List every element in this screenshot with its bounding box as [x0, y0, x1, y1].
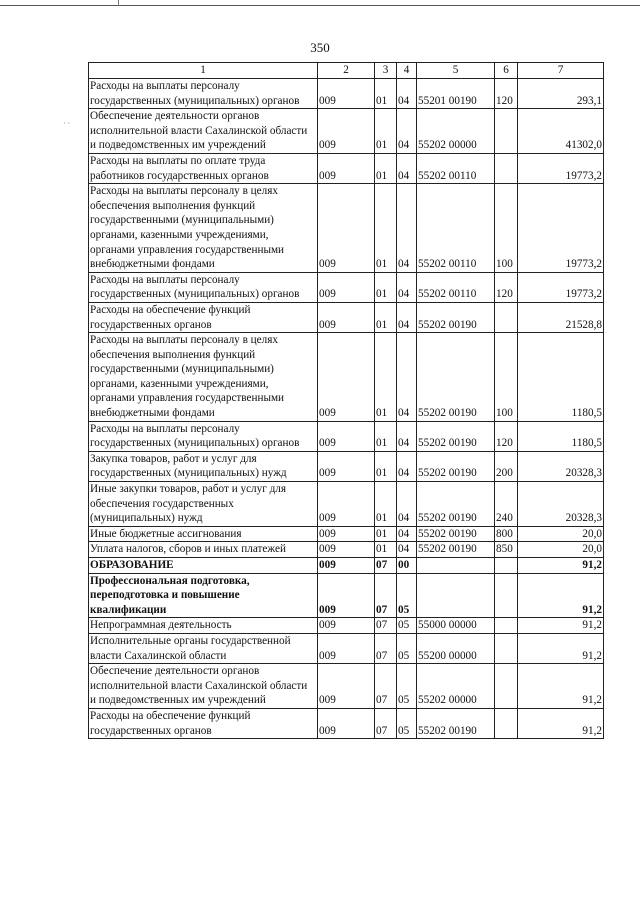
row-section-cell: 01: [375, 526, 397, 542]
row-code-cell: 009: [318, 109, 375, 154]
row-target-article-cell: 55202 00190: [417, 482, 495, 527]
scan-mark: · ·: [63, 119, 71, 128]
row-name-cell: Исполнительные органы государственной власти Сахалинской области: [89, 633, 318, 663]
row-subsection-cell: 05: [397, 664, 417, 709]
table-row: [89, 79, 604, 109]
header-cell-1: 1: [89, 63, 318, 79]
table-row: [89, 633, 604, 663]
row-name-cell: Расходы на выплаты персоналу в целях обеспечения выполнения функций государственными (муниципальными) органами, казенными учреждениями, органами управления государственными внебюджетными фондами: [89, 184, 318, 273]
row-amount-cell: 91,2: [518, 558, 604, 574]
row-target-article-cell: 55202 00190: [417, 421, 495, 451]
row-subsection-cell: 00: [397, 558, 417, 574]
row-name-cell: Непрограммная деятельность: [89, 618, 318, 634]
row-section-cell: 01: [375, 451, 397, 481]
row-name-cell: Закупка товаров, работ и услуг для государственных (муниципальных) нужд: [89, 451, 318, 481]
row-section-cell: 01: [375, 79, 397, 109]
row-section-cell: 01: [375, 109, 397, 154]
row-code-cell: 009: [318, 451, 375, 481]
table-row: [89, 184, 604, 273]
header-cell-4: 4: [397, 63, 417, 79]
row-expense-type-cell: 850: [495, 542, 518, 558]
row-code-cell: 009: [318, 184, 375, 273]
budget-table: [88, 62, 604, 739]
row-subsection-cell: 04: [397, 526, 417, 542]
row-code-cell: 009: [318, 421, 375, 451]
row-section-cell: 07: [375, 573, 397, 618]
row-name-cell: Обеспечение деятельности органов исполнительной власти Сахалинской области и подведомственных им учреждений: [89, 664, 318, 709]
row-code-cell: 009: [318, 573, 375, 618]
row-target-article-cell: 55200 00000: [417, 633, 495, 663]
row-expense-type-cell: 120: [495, 79, 518, 109]
row-expense-type-cell: 240: [495, 482, 518, 527]
table-row: [89, 664, 604, 709]
row-amount-cell: 20,0: [518, 526, 604, 542]
header-cell-7: 7: [518, 63, 604, 79]
row-name-cell: Расходы на выплаты персоналу государственных (муниципальных) органов: [89, 79, 318, 109]
row-name-cell: Расходы на выплаты персоналу государственных (муниципальных) органов: [89, 272, 318, 302]
row-section-cell: 01: [375, 302, 397, 332]
row-name-cell: ОБРАЗОВАНИЕ: [89, 558, 318, 574]
row-subsection-cell: 04: [397, 451, 417, 481]
row-expense-type-cell: 100: [495, 333, 518, 422]
table-row: [89, 526, 604, 542]
row-section-cell: 07: [375, 558, 397, 574]
row-subsection-cell: 04: [397, 79, 417, 109]
row-section-cell: 01: [375, 542, 397, 558]
row-name-cell: Расходы на обеспечение функций государственных органов: [89, 302, 318, 332]
row-expense-type-cell: 200: [495, 451, 518, 481]
table-row: [89, 451, 604, 481]
row-subsection-cell: 04: [397, 302, 417, 332]
row-amount-cell: 20,0: [518, 542, 604, 558]
row-name-cell: Расходы на выплаты персоналу в целях обеспечения выполнения функций государственными (муниципальными) органами, казенными учреждениями, органами управления государственными внебюджетными фондами: [89, 333, 318, 422]
row-section-cell: 07: [375, 618, 397, 634]
row-name-cell: Профессиональная подготовка, переподготовка и повышение квалификации: [89, 573, 318, 618]
header-cell-3: 3: [375, 63, 397, 79]
row-target-article-cell: 55000 00000: [417, 618, 495, 634]
row-section-cell: 01: [375, 184, 397, 273]
row-code-cell: 009: [318, 526, 375, 542]
top-tick: [118, 0, 119, 6]
row-amount-cell: 1180,5: [518, 421, 604, 451]
row-code-cell: 009: [318, 664, 375, 709]
table-row: [89, 542, 604, 558]
row-section-cell: 01: [375, 482, 397, 527]
row-section-cell: 07: [375, 708, 397, 738]
row-section-cell: 01: [375, 333, 397, 422]
table-row: [89, 153, 604, 183]
table-row: [89, 482, 604, 527]
row-subsection-cell: 04: [397, 153, 417, 183]
row-subsection-cell: 05: [397, 573, 417, 618]
header-cell-6: 6: [495, 63, 518, 79]
table-row: [89, 109, 604, 154]
row-subsection-cell: 04: [397, 482, 417, 527]
row-target-article-cell: 55202 00190: [417, 302, 495, 332]
row-target-article-cell: 55202 00190: [417, 708, 495, 738]
table-row: [89, 302, 604, 332]
row-name-cell: Обеспечение деятельности органов исполнительной власти Сахалинской области и подведомственных им учреждений: [89, 109, 318, 154]
row-subsection-cell: 04: [397, 333, 417, 422]
row-code-cell: 009: [318, 153, 375, 183]
row-section-cell: 07: [375, 664, 397, 709]
row-amount-cell: 91,2: [518, 618, 604, 634]
row-target-article-cell: 55202 00110: [417, 184, 495, 273]
row-name-cell: Расходы на выплаты персоналу государственных (муниципальных) органов: [89, 421, 318, 451]
row-subsection-cell: 04: [397, 272, 417, 302]
table-row: [89, 708, 604, 738]
row-subsection-cell: 05: [397, 633, 417, 663]
row-section-cell: 01: [375, 272, 397, 302]
table-row: [89, 573, 604, 618]
row-amount-cell: 293,1: [518, 79, 604, 109]
row-expense-type-cell: 120: [495, 421, 518, 451]
row-code-cell: 009: [318, 79, 375, 109]
row-subsection-cell: 04: [397, 109, 417, 154]
row-code-cell: 009: [318, 542, 375, 558]
row-amount-cell: 19773,2: [518, 153, 604, 183]
row-target-article-cell: 55202 00000: [417, 109, 495, 154]
row-name-cell: Уплата налогов, сборов и иных платежей: [89, 542, 318, 558]
row-amount-cell: 21528,8: [518, 302, 604, 332]
header-cell-2: 2: [318, 63, 375, 79]
row-amount-cell: 19773,2: [518, 184, 604, 273]
row-expense-type-cell: [495, 618, 518, 634]
row-amount-cell: 20328,3: [518, 451, 604, 481]
row-subsection-cell: 04: [397, 542, 417, 558]
top-rule: [0, 5, 640, 6]
row-section-cell: 01: [375, 421, 397, 451]
row-code-cell: 009: [318, 558, 375, 574]
row-subsection-cell: 04: [397, 421, 417, 451]
row-code-cell: 009: [318, 618, 375, 634]
table-row: [89, 333, 604, 422]
row-target-article-cell: 55202 00190: [417, 451, 495, 481]
row-target-article-cell: 55202 00000: [417, 664, 495, 709]
row-subsection-cell: 05: [397, 618, 417, 634]
header-cell-5: 5: [417, 63, 495, 79]
row-target-article-cell: 55202 00190: [417, 526, 495, 542]
row-code-cell: 009: [318, 633, 375, 663]
row-name-cell: Иные бюджетные ассигнования: [89, 526, 318, 542]
table-row: [89, 272, 604, 302]
row-expense-type-cell: [495, 558, 518, 574]
table-row: [89, 421, 604, 451]
row-expense-type-cell: [495, 664, 518, 709]
row-target-article-cell: [417, 573, 495, 618]
table-row: [89, 558, 604, 574]
row-section-cell: 01: [375, 153, 397, 183]
row-target-article-cell: 55202 00190: [417, 542, 495, 558]
row-target-article-cell: 55202 00110: [417, 272, 495, 302]
page-number: 350: [310, 40, 330, 55]
row-subsection-cell: 04: [397, 184, 417, 273]
row-amount-cell: 91,2: [518, 664, 604, 709]
row-expense-type-cell: 800: [495, 526, 518, 542]
row-expense-type-cell: [495, 109, 518, 154]
row-expense-type-cell: 100: [495, 184, 518, 273]
row-amount-cell: 1180,5: [518, 333, 604, 422]
row-code-cell: 009: [318, 708, 375, 738]
row-code-cell: 009: [318, 302, 375, 332]
row-expense-type-cell: [495, 153, 518, 183]
row-code-cell: 009: [318, 333, 375, 422]
row-target-article-cell: 55202 00110: [417, 153, 495, 183]
row-amount-cell: 91,2: [518, 708, 604, 738]
row-name-cell: Расходы на обеспечение функций государственных органов: [89, 708, 318, 738]
row-code-cell: 009: [318, 482, 375, 527]
row-expense-type-cell: [495, 573, 518, 618]
row-target-article-cell: 55202 00190: [417, 333, 495, 422]
row-amount-cell: 91,2: [518, 633, 604, 663]
row-subsection-cell: 05: [397, 708, 417, 738]
table-row: [89, 618, 604, 634]
table-body: [89, 63, 604, 739]
row-amount-cell: 41302,0: [518, 109, 604, 154]
row-amount-cell: 91,2: [518, 573, 604, 618]
row-expense-type-cell: [495, 633, 518, 663]
table-header-row: [89, 63, 604, 79]
row-amount-cell: 19773,2: [518, 272, 604, 302]
row-section-cell: 07: [375, 633, 397, 663]
row-name-cell: Иные закупки товаров, работ и услуг для обеспечения государственных (муниципальных) нужд: [89, 482, 318, 527]
row-expense-type-cell: 120: [495, 272, 518, 302]
row-amount-cell: 20328,3: [518, 482, 604, 527]
row-target-article-cell: 55201 00190: [417, 79, 495, 109]
row-code-cell: 009: [318, 272, 375, 302]
row-target-article-cell: [417, 558, 495, 574]
row-expense-type-cell: [495, 708, 518, 738]
row-name-cell: Расходы на выплаты по оплате труда работников государственных органов: [89, 153, 318, 183]
row-expense-type-cell: [495, 302, 518, 332]
